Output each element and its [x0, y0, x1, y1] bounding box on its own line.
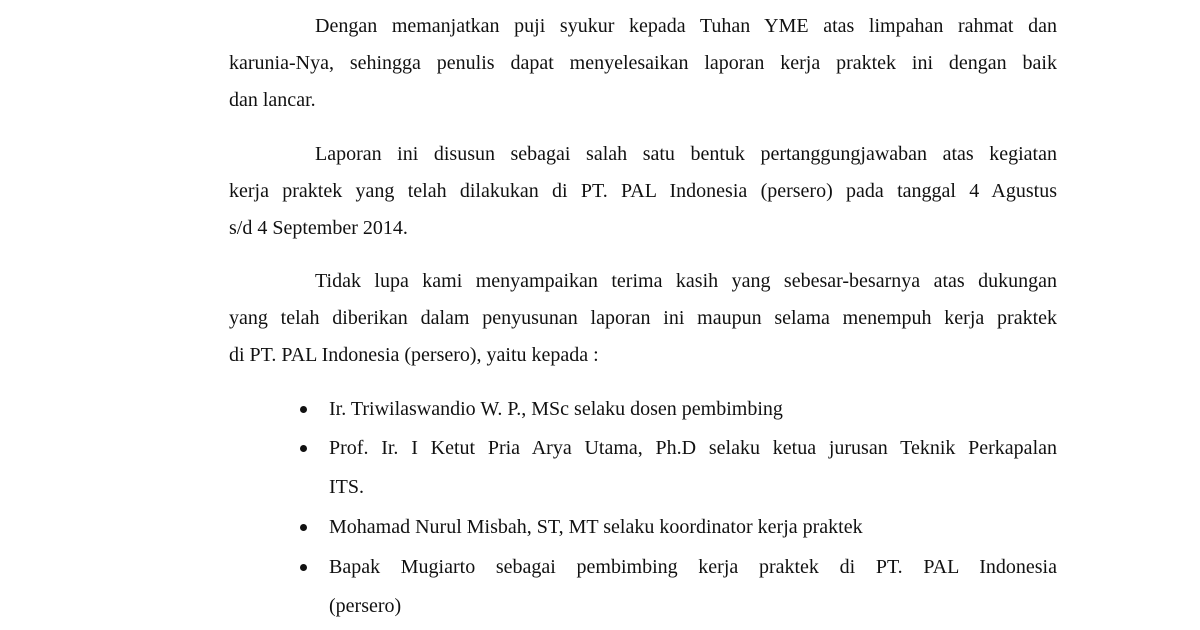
bullet-icon [300, 406, 310, 414]
list-item-text [329, 429, 1057, 507]
list-item-line: ITS. [329, 476, 364, 498]
paragraph-line: karunia-Nya, sehingga penulis dapat menyelesaikan laporan kerja praktek ini dengan baik [229, 52, 1057, 74]
list-item-line: Prof. Ir. I Ketut Pria Arya Utama, Ph.D selaku ketua jurusan Teknik Perkapalan [329, 437, 1057, 459]
bullet-icon [300, 524, 310, 532]
list-item-text [329, 390, 1057, 429]
bullet-icon [300, 564, 310, 572]
bullet-icon [300, 445, 310, 453]
paragraph-line: yang telah diberikan dalam penyusunan laporan ini maupun selama menempuh kerja praktek [229, 307, 1057, 329]
list-item-text [329, 548, 1057, 626]
list-item-line: (persero) [329, 595, 402, 617]
paragraph-gratitude [229, 8, 1057, 119]
list-item-line: Bapak Mugiarto sebagai pembimbing kerja praktek di PT. PAL Indonesia [329, 556, 1057, 578]
paragraph-thanks-intro [229, 263, 1057, 374]
paragraph-line: di PT. PAL Indonesia (persero), yaitu kepada : [229, 344, 599, 366]
paragraph-line: dan lancar. [229, 89, 316, 111]
paragraph-line: kerja praktek yang telah dilakukan di PT. PAL Indonesia (persero) pada tanggal 4 Agustus [229, 180, 1057, 202]
paragraph-line: Laporan ini disusun sebagai salah satu bentuk pertanggungjawaban atas kegiatan [315, 143, 1057, 165]
list-item-line: Mohamad Nurul Misbah, ST, MT selaku koordinator kerja praktek [329, 516, 863, 538]
list-item-line: Ir. Triwilaswandio W. P., MSc selaku dosen pembimbing [329, 398, 783, 420]
list-item-text [329, 508, 1057, 547]
paragraph-line: Tidak lupa kami menyampaikan terima kasih yang sebesar-besarnya atas dukungan [315, 270, 1057, 292]
paragraph-line: Dengan memanjatkan puji syukur kepada Tuhan YME atas limpahan rahmat dan [315, 15, 1057, 37]
paragraph-report-purpose [229, 136, 1057, 247]
paragraph-line: s/d 4 September 2014. [229, 217, 408, 239]
